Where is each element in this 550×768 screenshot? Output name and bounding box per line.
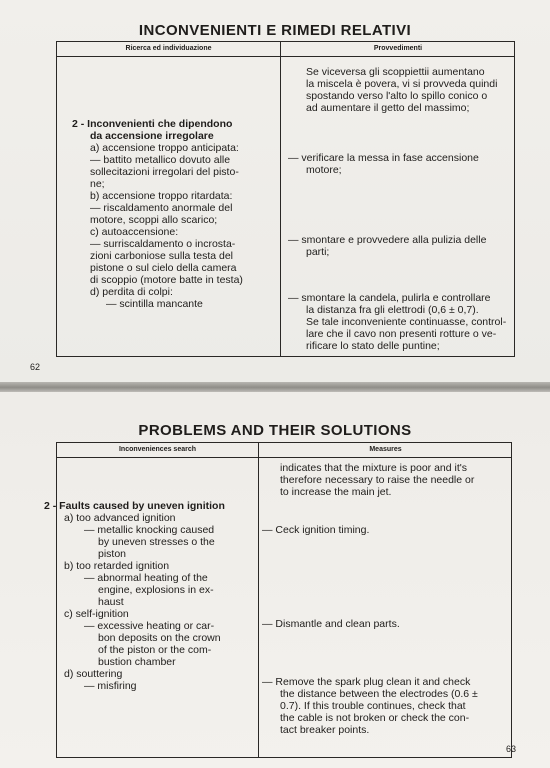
text-line: 2 - Faults caused by uneven ignition (44, 500, 225, 512)
list-item: piston (98, 548, 127, 560)
list-item: bustion chamber (98, 656, 176, 668)
text-line: lare che il cavo non presenti rotture o ve- (306, 328, 497, 340)
list-item: — riscaldamento anormale del (90, 202, 233, 214)
list-item: pistone o sul cielo della camera (90, 262, 237, 274)
list-item: haust (98, 596, 124, 608)
list-item: b) accensione troppo ritardata: (90, 190, 233, 202)
list-item: — battito metallico dovuto alle (90, 154, 231, 166)
list-item: — metallic knocking caused (84, 524, 215, 536)
text-line: rificare lo stato delle puntine; (306, 340, 440, 352)
page-63 (0, 392, 550, 768)
text-line: 0.7). If this trouble continues, check that (280, 700, 466, 712)
list-item: d) souttering (64, 668, 123, 680)
page-number: 63 (506, 744, 517, 754)
list-item: a) too advanced ignition (64, 512, 176, 524)
text-line: the cable is not broken or check the con- (280, 712, 470, 724)
text-line: indicates that the mixture is poor and it's (280, 462, 468, 474)
text-line: — Remove the spark plug clean it and check (262, 676, 471, 688)
text-line: la miscela è povera, vi si provveda quindi (306, 78, 498, 90)
table-header-row (57, 42, 514, 57)
list-item: c) self-ignition (64, 608, 129, 620)
text-line: — smontare la candela, pulirla e controllare (288, 292, 491, 304)
text-line: da accensione irregolare (90, 130, 214, 142)
text-line: Se tale inconveniente continuasse, control- (306, 316, 507, 328)
text-line: la distanza fra gli elettrodi (0,6 ± 0,7). (306, 304, 479, 316)
list-item: zioni carboniose sulla testa del (90, 250, 234, 262)
column-header-search: Inconveniences search (118, 446, 197, 453)
text-line: ad aumentare il getto del massimo; (306, 102, 470, 114)
list-item: of the piston or the com- (98, 644, 212, 656)
list-item: c) autoaccensione: (90, 226, 179, 238)
list-item: — scintilla mancante (106, 298, 203, 310)
text-line: — smontare e provvedere alla pulizia delle (288, 234, 487, 246)
list-item: — abnormal heating of the (84, 572, 208, 584)
text-line: — Dismantle and clean parts. (262, 618, 400, 630)
list-item: — misfiring (84, 680, 137, 692)
text-line: tact breaker points. (280, 724, 370, 736)
list-item: sollecitazioni irregolari del pisto- (90, 166, 239, 178)
list-item: di scoppio (motore batte in testa) (90, 274, 243, 286)
column-divider (258, 443, 259, 757)
list-item: — surriscaldamento o incrosta- (90, 238, 236, 250)
page-number: 62 (30, 362, 41, 372)
list-item: motore, scoppi allo scarico; (90, 214, 218, 226)
text-line: 2 - Inconvenienti che dipendono (72, 118, 233, 130)
text-line: motore; (306, 164, 342, 176)
list-item: a) accensione troppo anticipata: (90, 142, 239, 154)
text-line: parti; (306, 246, 330, 258)
list-item: by uneven stresses o the (98, 536, 215, 548)
text-line: — Ceck ignition timing. (262, 524, 370, 536)
page-title-en: PROBLEMS AND THEIR SOLUTIONS (138, 422, 412, 439)
list-item: b) too retarded ignition (64, 560, 170, 572)
text-line: therefore necessary to raise the needle or (280, 474, 475, 486)
column-header-measures: Provvedimenti (373, 45, 423, 52)
list-item: ne; (90, 178, 105, 190)
column-header-search: Ricerca ed individuazione (125, 45, 212, 52)
text-line: to increase the main jet. (280, 486, 392, 498)
list-item: — excessive heating or car- (84, 620, 215, 632)
text-line: — verificare la messa in fase accensione (288, 152, 479, 164)
text-line: Se viceversa gli scoppiettii aumentano (306, 66, 485, 78)
table-header-row (57, 443, 511, 458)
text-line: the distance between the electrodes (0.6 ± (280, 688, 478, 700)
text-line: spostando verso l'alto lo spillo conico o (306, 90, 488, 102)
list-item: engine, explosions in ex- (98, 584, 214, 596)
list-item: bon deposits on the crown (98, 632, 221, 644)
list-item: d) perdita di colpi: (90, 286, 173, 298)
column-header-measures: Measures (369, 446, 402, 453)
column-divider (280, 42, 281, 356)
page-title-it: INCONVENIENTI E RIMEDI RELATIVI (138, 22, 412, 39)
